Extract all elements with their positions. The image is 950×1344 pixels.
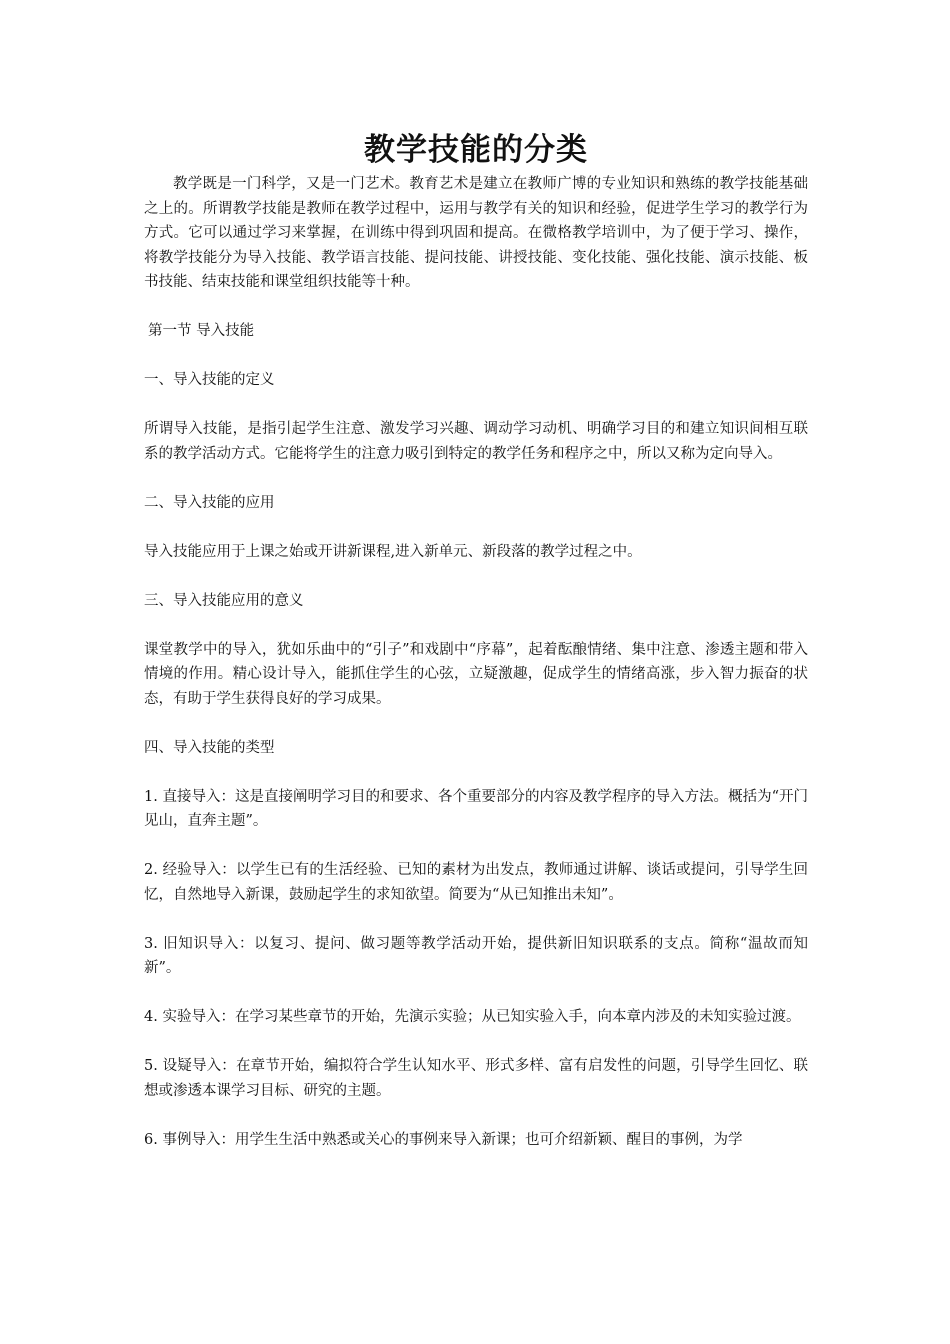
subheading-definition: 一、导入技能的定义 xyxy=(144,372,275,388)
type-item-6: 6. 事例导入：用学生生活中熟悉或关心的事例来导入新课；也可介绍新颖、醒目的事例，为学 xyxy=(144,1131,743,1148)
spacer xyxy=(144,515,808,540)
spacer xyxy=(144,907,808,932)
spacer xyxy=(144,981,808,1006)
spacer xyxy=(144,1103,808,1128)
spacer xyxy=(144,760,808,785)
document-title: 教学技能的分类 xyxy=(364,132,588,168)
significance-paragraph: 课堂教学中的导入，犹如乐曲中的“引子”和戏剧中“序幕”，起着酝酿情绪、集中注意、渗透主题和带入情境的作用。精心设计导入，能抓住学生的心弦，立疑激趣，促成学生的情绪高涨，步入智力振奋的状态，有助于学生获得良好的学习成果。 xyxy=(144,641,808,707)
document-page xyxy=(144,128,808,1152)
intro-paragraph: 教学既是一门科学，又是一门艺术。教育艺术是建立在教师广博的专业知识和熟练的教学技能基础之上的。所谓教学技能是教师在教学过程中，运用与教学有关的知识和经验，促进学生学习的教学行为方式。它可以通过学习来掌握，在训练中得到巩固和提高。在微格教学培训中，为了便于学习、操作，将教学技能分为导入技能、教学语言技能、提问技能、讲授技能、变化技能、强化技能、演示技能、板书技能、结束技能和课堂组织技能等十种。 xyxy=(144,176,808,290)
spacer xyxy=(144,1030,808,1055)
type-item-1: 1. 直接导入：这是直接阐明学习目的和要求、各个重要部分的内容及教学程序的导入方法。概括为“开门见山，直奔主题”。 xyxy=(144,788,808,829)
type-item-5: 5. 设疑导入：在章节开始，编拟符合学生认知水平、形式多样、富有启发性的问题，引导学生回忆、联想或渗透本课学习目标、研究的主题。 xyxy=(144,1058,808,1099)
type-item-2: 2. 经验导入：以学生已有的生活经验、已知的素材为出发点，教师通过讲解、谈话或提问，引导学生回忆，自然地导入新课，鼓励起学生的求知欲望。简要为“从已知推出未知”。 xyxy=(144,862,808,903)
subheading-application: 二、导入技能的应用 xyxy=(144,494,275,511)
subheading-types: 四、导入技能的类型 xyxy=(144,739,275,756)
spacer xyxy=(144,564,808,589)
spacer xyxy=(144,613,808,638)
spacer xyxy=(144,344,808,369)
type-item-4: 4. 实验导入：在学习某些章节的开始，先演示实验；从已知实验入手，向本章内涉及的未知实验过渡。 xyxy=(144,1009,801,1025)
definition-paragraph: 所谓导入技能，是指引起学生注意、激发学习兴趣、调动学习动机、明确学习目的和建立知识间相互联系的教学活动方式。它能将学生的注意力吸引到特定的教学任务和程序之中，所以又称为定向导入。 xyxy=(144,421,808,462)
spacer xyxy=(144,711,808,736)
spacer xyxy=(144,834,808,859)
type-item-3: 3. 旧知识导入：以复习、提问、做习题等教学活动开始，提供新旧知识联系的支点。简称“温故而知新”。 xyxy=(144,935,808,976)
application-paragraph: 导入技能应用于上课之始或开讲新课程,进入新单元、新段落的教学过程之中。 xyxy=(144,543,642,560)
spacer xyxy=(144,393,808,418)
subheading-significance: 三、导入技能应用的意义 xyxy=(144,592,304,609)
spacer xyxy=(144,295,808,320)
spacer xyxy=(144,466,808,491)
section-heading: 第一节 导入技能 xyxy=(148,323,255,339)
